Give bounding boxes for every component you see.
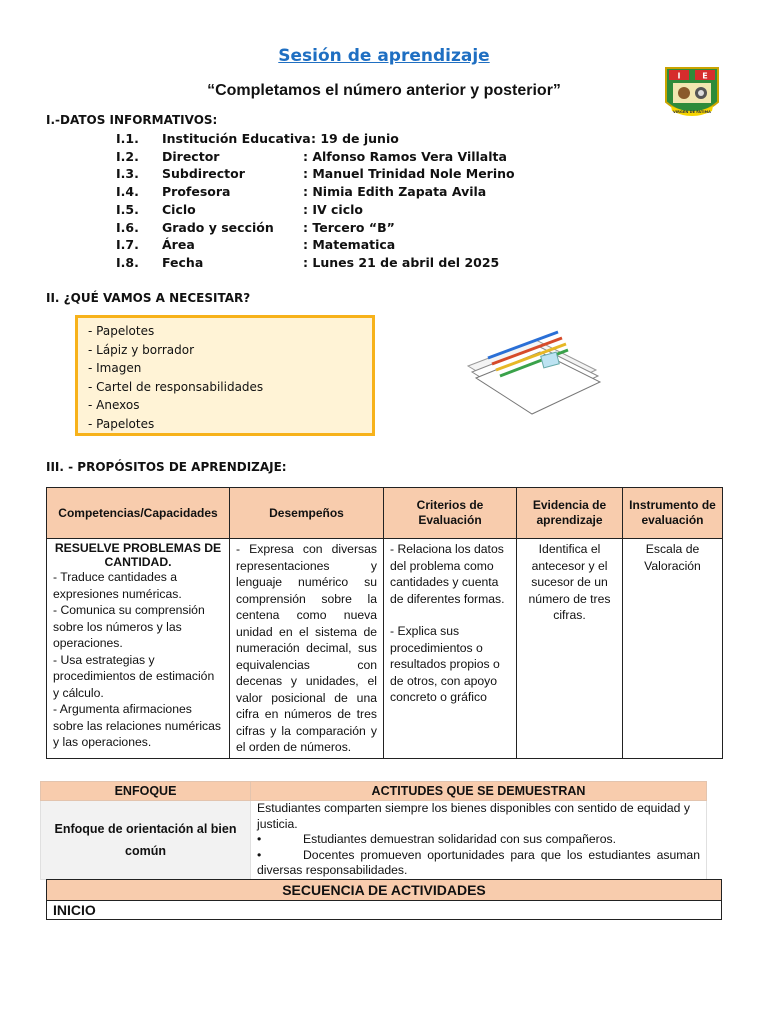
list-item: - Anexos <box>88 398 140 413</box>
column-header: Criterios de Evaluación <box>384 488 517 539</box>
desempeno-cell: - Expresa con diversas representaciones y lenguaje numérico su comprensión sobre la centena como nueva unidad en el sistema de numeración decimal, sus equivalencias con decenas y unidades, el valor posicional de una cifra en números de tres cifras y la comparación y el orden de números. <box>230 539 384 759</box>
section-heading-datos: I.-DATOS INFORMATIVOS: <box>46 113 218 127</box>
column-header: ACTITUDES QUE SE DEMUESTRAN <box>251 782 707 801</box>
evidencia-cell: Identifica el antecesor y el sucesor de un número de tres cifras. <box>517 539 623 759</box>
column-header: Instrumento de evaluación <box>623 488 723 539</box>
actitud-bullet: • Estudiantes demuestran solidaridad con sus compañeros. <box>257 832 616 846</box>
secuencia-title: SECUENCIA DE ACTIVIDADES <box>47 880 722 901</box>
criterio-item: - Explica sus procedimientos o resultados propios o de otros, con apoyo concreto o gráfico <box>390 624 500 704</box>
school-logo <box>663 66 721 122</box>
logo-motto: VIRGEN DE FATIMA <box>673 110 711 114</box>
enfoque-cell: Enfoque de orientación al bien común <box>41 801 251 880</box>
capacidad-item: - Usa estrategias y procedimientos de estimación y cálculo. <box>53 652 215 700</box>
capacidad-item: - Traduce cantidades a expresiones numéricas. <box>53 570 182 601</box>
column-header: ENFOQUE <box>41 782 251 801</box>
actitud-intro: Estudiantes comparten siempre los bienes disponibles con sentido de equidad y justicia. <box>257 801 690 831</box>
secuencia-table <box>46 879 722 920</box>
session-subtitle: “Completamos el número anterior y posterior” <box>207 82 561 99</box>
competencia-title: RESUELVE PROBLEMAS DE CANTIDAD. <box>54 541 222 569</box>
enfoque-table <box>40 781 707 880</box>
capacidad-item: - Comunica su comprensión sobre los números y las operaciones. <box>53 603 205 650</box>
purposes-table <box>46 487 723 759</box>
actitudes-cell <box>251 801 707 880</box>
column-header: Evidencia de aprendizaje <box>517 488 623 539</box>
school-supplies-illustration <box>458 318 608 418</box>
table-row <box>47 539 723 759</box>
page-title: Sesión de aprendizaje <box>278 46 490 66</box>
instrumento-cell: Escala de Valoración <box>623 539 723 759</box>
list-item: - Papelotes <box>88 416 155 431</box>
section-heading-propositos: III. - PROPÓSITOS DE APRENDIZAJE: <box>46 460 287 474</box>
section-heading-materiales: II. ¿QUÉ VAMOS A NECESITAR? <box>46 291 251 305</box>
criterio-item: - Relaciona los datos del problema como cantidades y cuenta de diferentes formas. <box>390 542 505 606</box>
list-item: - Cartel de responsabilidades <box>88 379 264 394</box>
list-item: - Lápiz y borrador <box>88 342 195 357</box>
materials-box <box>75 315 375 436</box>
criterios-cell <box>384 539 517 759</box>
inicio-label: INICIO <box>47 901 722 920</box>
list-item: - Imagen <box>88 361 142 376</box>
logo-letter-right: E <box>702 71 708 81</box>
capacidad-item: - Argumenta afirmaciones sobre las relaciones numéricas y las operaciones. <box>53 702 221 749</box>
column-header: Competencias/Capacidades <box>47 488 230 539</box>
column-header: Desempeños <box>230 488 384 539</box>
table-row <box>41 801 707 880</box>
actitud-bullet: • Docentes promueven oportunidades para que los estudiantes asuman diversas responsabilidades. <box>257 847 700 877</box>
competencias-cell <box>47 539 230 759</box>
list-item: - Papelotes <box>88 324 155 338</box>
logo-letter-left: I <box>677 71 681 81</box>
